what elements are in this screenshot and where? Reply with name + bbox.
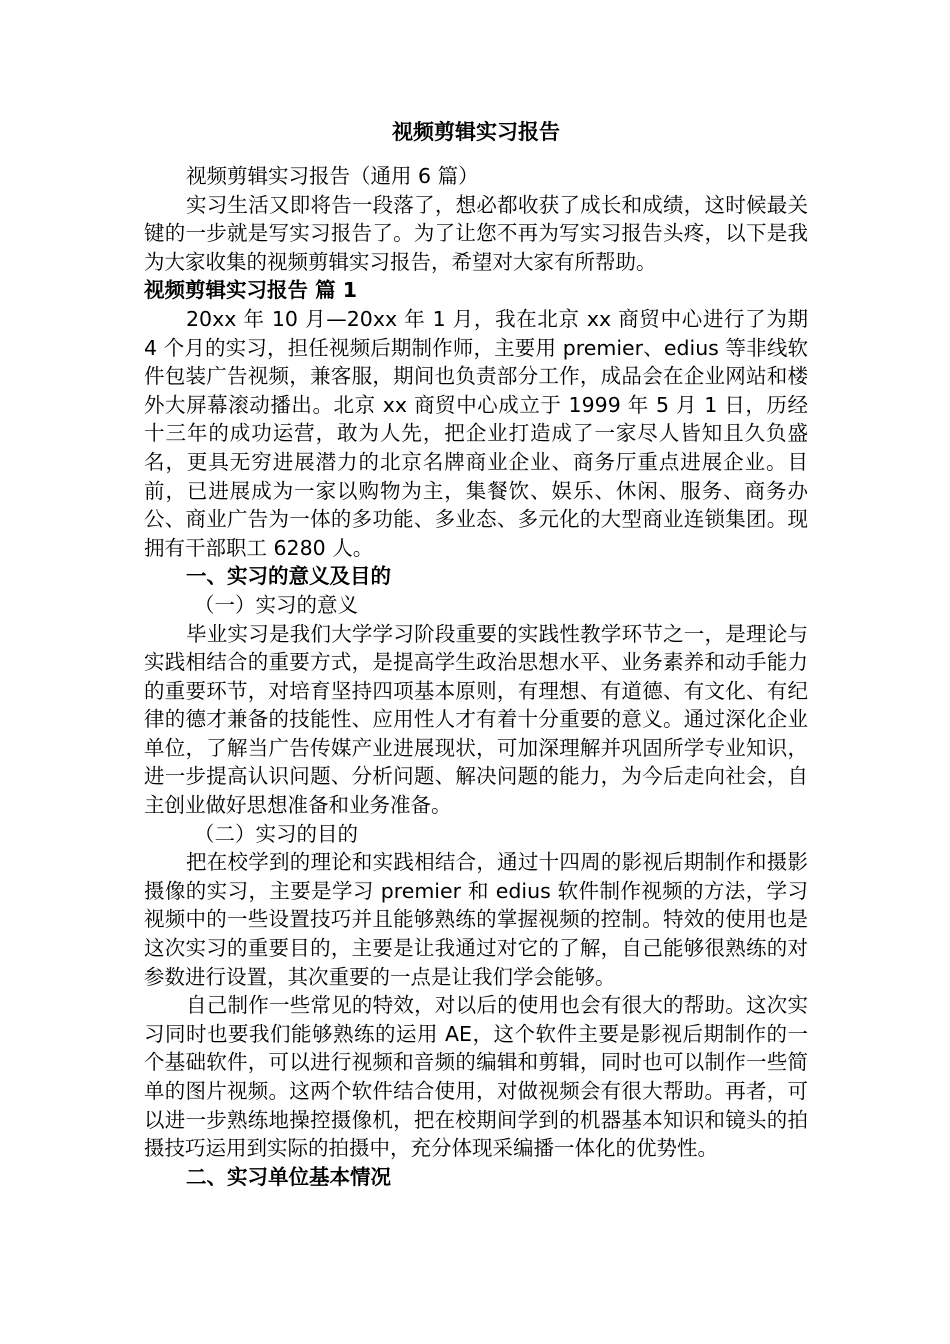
meaning-paragraph: 毕业实习是我们大学学习阶段重要的实践性教学环节之一，是理论与实践相结合的重要方式，是提高学生政治思想水平、业务素养和动手能力的重要环节，对培育坚持四项基本原则，有理想、有道德、有文化、有纪律的德才兼备的技能性、应用性人才有着十分重要的意义。通过深化企业单位，了解当广告传媒产业进展现状，可加深理解并巩固所学专业知识，进一步提高认识问题、分析问题、解决问题的能力，为今后走向社会，自主创业做好思想准备和业务准备。 xyxy=(144,621,808,818)
subheading-meaning: （一）实习的意义 xyxy=(194,592,358,617)
subheading-purpose: （二）实习的目的 xyxy=(194,821,358,846)
effects-paragraph: 自己制作一些常见的特效，对以后的使用也会有很大的帮助。这次实习同时也要我们能够熟练的运用 AE，这个软件主要是影视后期制作的一个基础软件，可以进行视频和音频的编辑和剪辑，同时也可以制作一些简单的图片视频。这两个软件结合使用，对做视频会有很大帮助。再者，可以进一步熟练地操控摄像机，把在校期间学到的机器基本知识和镜头的拍摄技巧运用到实际的拍摄中，充分体现采编播一体化的优势性。 xyxy=(144,993,808,1161)
heading-meaning-purpose: 一、实习的意义及目的 xyxy=(186,564,391,589)
section-heading: 视频剪辑实习报告 篇 1 xyxy=(144,278,358,303)
document-page xyxy=(144,112,808,1191)
document-title: 视频剪辑实习报告 xyxy=(392,120,560,144)
intro-paragraph: 实习生活又即将告一段落了，想必都收获了成长和成绩，这时候最关键的一步就是写实习报告了。为了让您不再为写实习报告头疼，以下是我为大家收集的视频剪辑实习报告，希望对大家有所帮助。 xyxy=(144,192,808,274)
purpose-paragraph: 把在校学到的理论和实践相结合，通过十四周的影视后期制作和摄影摄像的实习，主要是学习 premier 和 edius 软件制作视频的方法，学习视频中的一些设置技巧并且能够熟练的掌握视频的控制。特效的使用也是这次实习的重要目的，主要是让我通过对它的了解，自己能够很熟练的对参数进行设置，其次重要的一点是让我们学会能够。 xyxy=(144,850,808,989)
document-subtitle: 视频剪辑实习报告（通用 6 篇） xyxy=(186,164,479,188)
company-paragraph: 20xx 年 10 月—20xx 年 1 月，我在北京 xx 商贸中心进行了为期 4 个月的实习，担任视频后期制作师，主要用 premier、edius 等非线软件包装广告视频，兼客服，期间也负责部分工作，成品会在企业网站和楼外大屏幕滚动播出。北京 xx 商贸中心成立于 1999 年 5 月 1 日，历经十三年的成功运营，敢为人先，把企业打造成了一家尽人皆知且久负盛名，更具无穷进展潜力的北京名牌商业企业、商务厅重点进展企业。目前，已进展成为一家以购物为主，集餐饮、娱乐、休闲、服务、商务办公、商业广告为一体的多功能、多业态、多元化的大型商业连锁集团。现拥有干部职工 6280 人。 xyxy=(144,306,808,560)
heading-company-info: 二、实习单位基本情况 xyxy=(186,1164,391,1189)
